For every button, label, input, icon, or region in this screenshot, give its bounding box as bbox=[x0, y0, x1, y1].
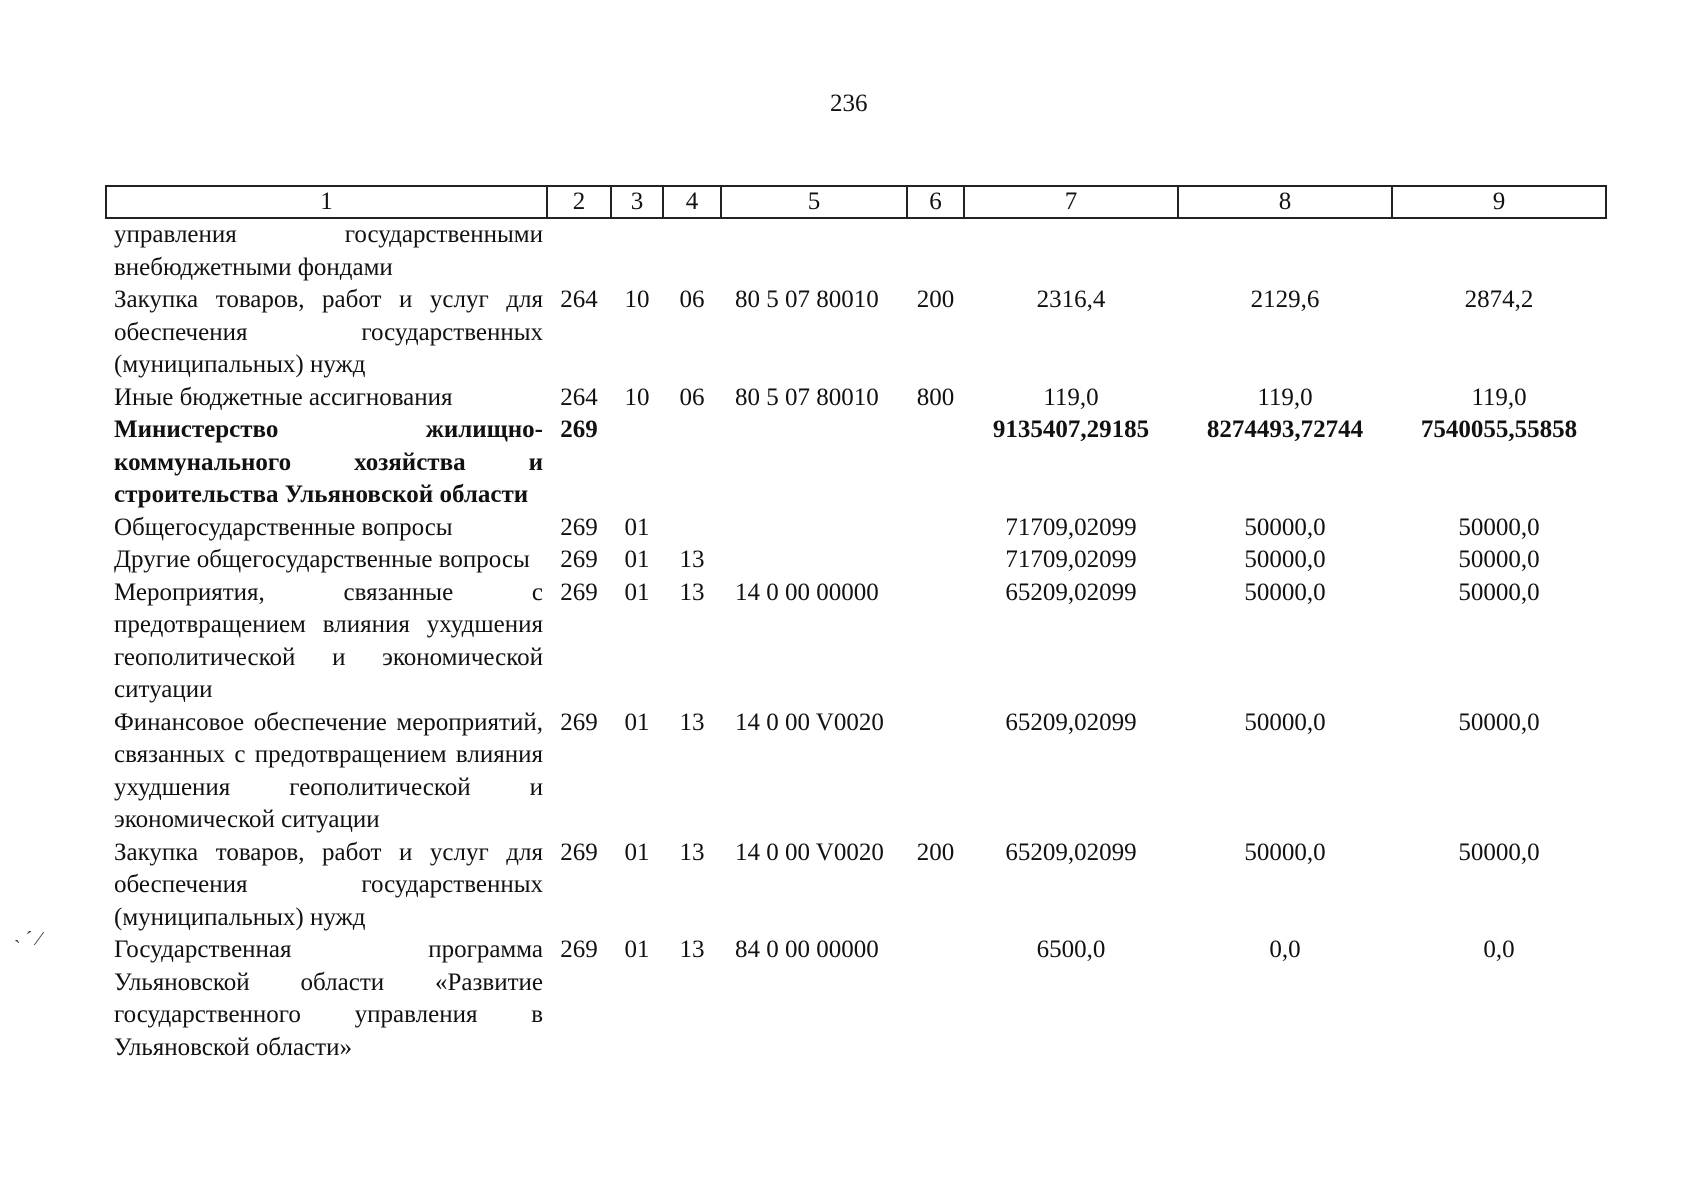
row-c3-cell: 01 bbox=[624, 578, 650, 606]
row-c3-cell: 01 bbox=[624, 708, 650, 736]
row-c9-cell bbox=[1392, 218, 1606, 284]
row-c8-cell: 50000,0 bbox=[1244, 838, 1326, 866]
row-c4-cell bbox=[663, 512, 721, 545]
row-c8-cell: 50000,0 bbox=[1244, 513, 1326, 541]
row-c6-cell bbox=[907, 577, 964, 707]
row-name-cell: Государственная программа Ульяновской области «Развитие государственного управления в Ульяновской области» bbox=[114, 936, 543, 1061]
row-c9-cell: 50000,0 bbox=[1458, 546, 1540, 573]
row-c6-cell bbox=[907, 544, 964, 577]
table-row bbox=[106, 577, 1606, 707]
row-c8-cell: 8274493,72744 bbox=[1206, 416, 1364, 443]
row-c4-cell: 06 bbox=[679, 383, 705, 411]
row-c4-cell bbox=[663, 218, 721, 284]
row-c4-cell: 13 bbox=[679, 838, 705, 866]
table-row bbox=[106, 707, 1606, 837]
row-c2-cell: 269 bbox=[560, 513, 598, 541]
row-c7-cell bbox=[964, 218, 1178, 284]
header-col-1: 1 bbox=[106, 186, 547, 218]
row-c2-cell: 269 bbox=[560, 416, 598, 443]
row-c9-cell: 50000,0 bbox=[1458, 838, 1540, 866]
row-c3-cell: 01 bbox=[624, 838, 650, 866]
row-c5-cell bbox=[721, 218, 907, 284]
row-c8-cell: 50000,0 bbox=[1244, 708, 1326, 736]
row-c2-cell: 269 bbox=[560, 838, 598, 866]
row-c2-cell: 264 bbox=[560, 286, 598, 313]
row-name-cell: Другие общегосударственные вопросы bbox=[114, 546, 530, 573]
row-c6-cell bbox=[907, 414, 964, 512]
row-c2-cell: 269 bbox=[560, 578, 598, 606]
row-c6-cell bbox=[907, 218, 964, 284]
header-col-7: 7 bbox=[964, 186, 1178, 218]
table-row bbox=[106, 218, 1606, 284]
row-c7-cell: 65209,02099 bbox=[1005, 708, 1137, 736]
header-col-4: 4 bbox=[663, 186, 721, 218]
row-c4-cell: 13 bbox=[679, 546, 705, 573]
row-name-cell: Министерство жилищно-коммунального хозяйства и строительства Ульяновской области bbox=[114, 416, 543, 508]
row-c3-cell: 10 bbox=[624, 286, 650, 313]
row-c9-cell: 119,0 bbox=[1471, 383, 1527, 411]
row-name-cell: Закупка товаров, работ и услуг для обеспечения государственных (муниципальных) нужд bbox=[114, 838, 543, 931]
row-name-cell: управления государственными внебюджетными фондами bbox=[114, 221, 543, 281]
row-c2-cell: 264 bbox=[560, 383, 598, 411]
row-c2-cell: 269 bbox=[560, 936, 598, 963]
row-c6-cell bbox=[907, 707, 964, 837]
row-c7-cell: 71709,02099 bbox=[1005, 546, 1137, 573]
row-c9-cell: 0,0 bbox=[1483, 936, 1515, 963]
row-c4-cell bbox=[663, 414, 721, 512]
table-body bbox=[106, 218, 1606, 1064]
row-c6-cell: 800 bbox=[916, 383, 955, 411]
scan-mark: ˴ ˊ ⁄ bbox=[14, 928, 41, 950]
row-c6-cell: 200 bbox=[916, 838, 955, 866]
row-c5-cell: 14 0 00 00000 bbox=[735, 578, 879, 606]
row-c9-cell: 50000,0 bbox=[1458, 513, 1540, 541]
row-c3-cell: 10 bbox=[624, 383, 650, 411]
row-c6-cell bbox=[907, 934, 964, 1064]
row-c9-cell: 50000,0 bbox=[1458, 578, 1540, 606]
table-row bbox=[106, 284, 1606, 382]
header-col-3: 3 bbox=[611, 186, 663, 218]
row-c4-cell: 13 bbox=[679, 708, 705, 736]
header-col-6: 6 bbox=[907, 186, 964, 218]
row-c5-cell bbox=[721, 512, 907, 545]
table-row bbox=[106, 837, 1606, 935]
row-name-cell: Общегосударственные вопросы bbox=[114, 513, 453, 541]
row-c8-cell bbox=[1178, 218, 1392, 284]
row-c4-cell: 13 bbox=[679, 578, 705, 606]
row-c7-cell: 119,0 bbox=[1043, 383, 1099, 411]
row-c7-cell: 9135407,29185 bbox=[992, 416, 1150, 443]
table-row bbox=[106, 934, 1606, 1064]
row-c3-cell: 01 bbox=[624, 936, 650, 963]
table-header-row bbox=[106, 186, 1606, 218]
header-col-8: 8 bbox=[1178, 186, 1392, 218]
header-col-9: 9 bbox=[1392, 186, 1606, 218]
row-c8-cell: 50000,0 bbox=[1244, 578, 1326, 606]
row-c3-cell bbox=[611, 414, 663, 512]
row-name-cell: Мероприятия, связанные с предотвращением влияния ухудшения геополитической и экономической ситуации bbox=[114, 578, 543, 703]
row-c4-cell: 06 bbox=[679, 286, 705, 313]
row-c8-cell: 2129,6 bbox=[1250, 286, 1320, 313]
row-c8-cell: 0,0 bbox=[1269, 936, 1301, 963]
row-c7-cell: 6500,0 bbox=[1036, 936, 1106, 963]
row-c7-cell: 71709,02099 bbox=[1005, 513, 1137, 541]
row-c5-cell: 84 0 00 00000 bbox=[735, 936, 879, 963]
row-c2-cell: 269 bbox=[560, 708, 598, 736]
page-number: 236 bbox=[830, 90, 868, 117]
row-c5-cell: 14 0 00 V0020 bbox=[735, 838, 884, 866]
row-c7-cell: 65209,02099 bbox=[1005, 578, 1137, 606]
row-c5-cell bbox=[721, 544, 907, 577]
row-name-cell: Закупка товаров, работ и услуг для обеспечения государственных (муниципальных) нужд bbox=[114, 286, 543, 378]
row-c2-cell: 269 bbox=[560, 546, 598, 573]
row-c8-cell: 119,0 bbox=[1257, 383, 1313, 411]
table-row bbox=[106, 544, 1606, 577]
row-c3-cell bbox=[611, 218, 663, 284]
row-c5-cell: 14 0 00 V0020 bbox=[735, 708, 884, 736]
row-name-cell: Финансовое обеспечение мероприятий, связанных с предотвращением влияния ухудшения геополитической и экономической ситуации bbox=[114, 708, 543, 833]
row-c9-cell: 50000,0 bbox=[1458, 708, 1540, 736]
row-c9-cell: 7540055,55858 bbox=[1420, 416, 1578, 443]
row-c5-cell bbox=[721, 414, 907, 512]
row-name-cell: Иные бюджетные ассигнования bbox=[114, 383, 453, 411]
header-col-2: 2 bbox=[547, 186, 611, 218]
row-c2-cell bbox=[547, 218, 611, 284]
row-c5-cell: 80 5 07 80010 bbox=[735, 383, 879, 411]
row-c6-cell bbox=[907, 512, 964, 545]
row-c9-cell: 2874,2 bbox=[1464, 286, 1534, 313]
row-c3-cell: 01 bbox=[624, 546, 650, 573]
row-c6-cell: 200 bbox=[916, 286, 955, 313]
table-row bbox=[106, 512, 1606, 545]
row-c3-cell: 01 bbox=[624, 513, 650, 541]
table-row bbox=[106, 382, 1606, 415]
table-row bbox=[106, 414, 1606, 512]
budget-table bbox=[105, 185, 1607, 1064]
row-c5-cell: 80 5 07 80010 bbox=[735, 286, 879, 313]
row-c7-cell: 2316,4 bbox=[1036, 286, 1106, 313]
header-col-5: 5 bbox=[721, 186, 907, 218]
row-c4-cell: 13 bbox=[679, 936, 705, 963]
row-c8-cell: 50000,0 bbox=[1244, 546, 1326, 573]
row-c7-cell: 65209,02099 bbox=[1005, 838, 1137, 866]
